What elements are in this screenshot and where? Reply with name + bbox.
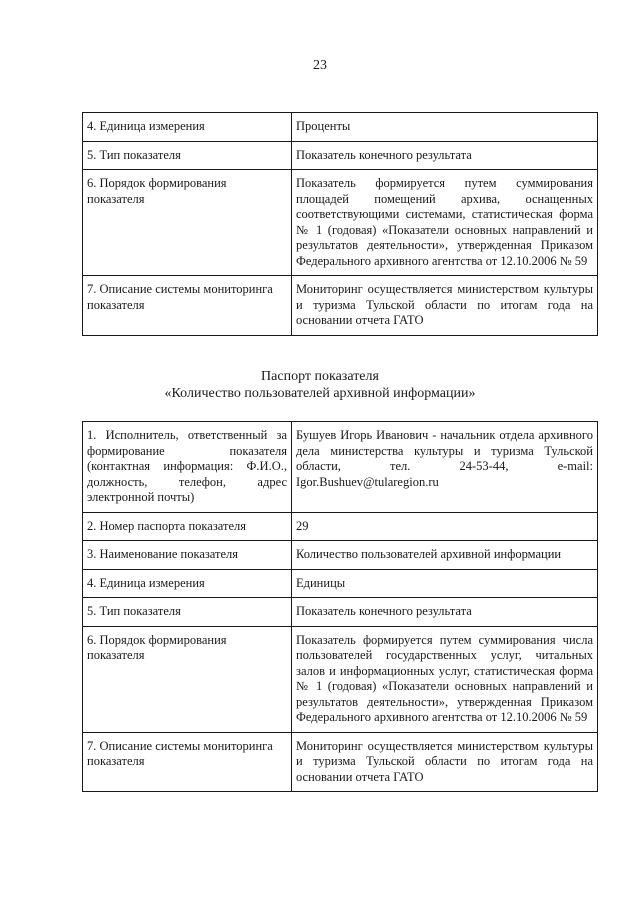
table-row [83, 113, 598, 142]
row-label: 7. Описание системы мониторинга показателя [83, 732, 292, 792]
row-value: Показатель конечного результата [292, 598, 598, 627]
table-row [83, 569, 598, 598]
row-value: Проценты [292, 113, 598, 142]
row-value: Показатель формируется путем суммирования площадей помещений архива, оснащенных соответствующими системами, статистическая форма № 1 (годовая) «Показатели основных направлений и результатов деятельности», утвержденная Приказом Федерального архивного агентства от 12.10.2006 № 59 [292, 170, 598, 276]
row-value: Мониторинг осуществляется министерством культуры и туризма Тульской области по итогам года на основании отчета ГАТО [292, 276, 598, 336]
row-value: Единицы [292, 569, 598, 598]
row-label: 7. Описание системы мониторинга показателя [83, 276, 292, 336]
table-row [83, 276, 598, 336]
row-value: Мониторинг осуществляется министерством культуры и туризма Тульской области по итогам года на основании отчета ГАТО [292, 732, 598, 792]
row-label: 6. Порядок формирования показателя [83, 170, 292, 276]
section-subtitle: «Количество пользователей архивной информации» [164, 386, 476, 401]
page-number: 23 [313, 58, 327, 73]
section-title: Паспорт показателя [261, 369, 379, 384]
row-label: 4. Единица измерения [83, 113, 292, 142]
table-row [83, 512, 598, 541]
row-label: 6. Порядок формирования показателя [83, 626, 292, 732]
row-value: Количество пользователей архивной информации [292, 541, 598, 570]
row-label: 4. Единица измерения [83, 569, 292, 598]
table-row [83, 541, 598, 570]
row-label: 3. Наименование показателя [83, 541, 292, 570]
table-row [83, 598, 598, 627]
row-label: 5. Тип показателя [83, 141, 292, 170]
indicator-passport-table-continued [82, 112, 598, 336]
row-value: Показатель формируется путем суммирования числа пользователей государственных услуг, читальных залов и информационных услуг, статистическая форма № 1 (годовая) «Показатели основных направлений и результатов деятельности», утвержденная Приказом Федерального архивного агентства от 12.10.2006 № 59 [292, 626, 598, 732]
section-heading [0, 368, 640, 402]
row-value: 29 [292, 512, 598, 541]
table-row [83, 732, 598, 792]
table-row [83, 422, 598, 513]
row-label: 1. Исполнитель, ответственный за формирование показателя (контактная информация: Ф.И.О., должность, телефон, адрес электронной почты) [83, 422, 292, 513]
table-row [83, 626, 598, 732]
row-value: Показатель конечного результата [292, 141, 598, 170]
table-row [83, 170, 598, 276]
row-value: Бушуев Игорь Иванович - начальник отдела архивного дела министерства культуры и туризма Тульской области, тел. 24-53-44, e-mail: Igor.Bushuev@tularegion.ru [292, 422, 598, 513]
row-label: 5. Тип показателя [83, 598, 292, 627]
indicator-passport-table [82, 421, 598, 792]
table-row [83, 141, 598, 170]
row-label: 2. Номер паспорта показателя [83, 512, 292, 541]
